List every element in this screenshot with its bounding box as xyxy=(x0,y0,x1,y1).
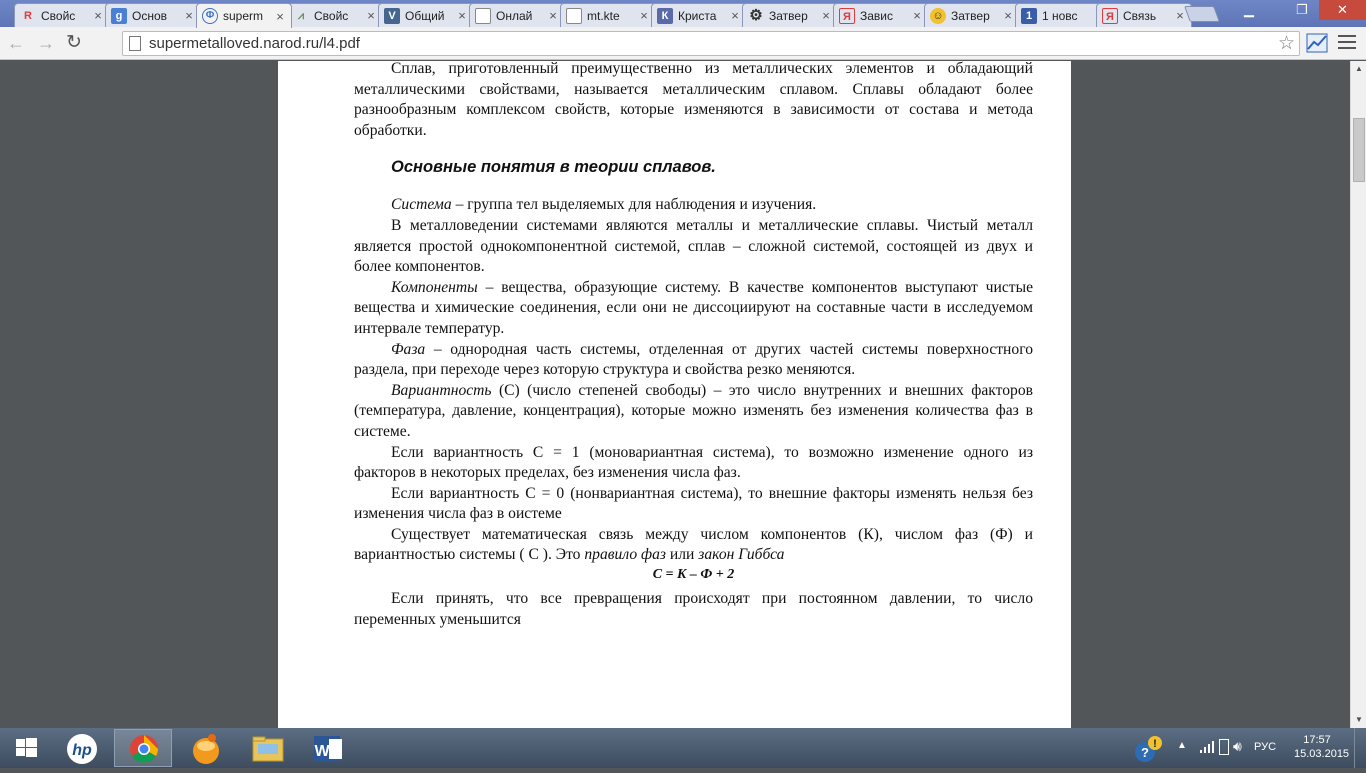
tab-5[interactable]: Онлай × xyxy=(469,3,565,27)
maximize-button[interactable]: ❐ xyxy=(1296,2,1308,17)
phase-definition-text: – однородная часть системы, отделенная от других частей системы поверхностного раздела, при переходе через которую структура и свойства резко меняются. xyxy=(354,340,1033,379)
pdf-viewer[interactable] xyxy=(0,61,1350,728)
variance-one-paragraph: Если вариантность С = 1 (моновариантная система), то возможно изменение одного из факторов в некоторых пределах, без изменения числа фаз. xyxy=(354,443,1033,482)
address-bar[interactable] xyxy=(122,31,1300,56)
url-text[interactable]: supermetalloved.narod.ru/l4.pdf xyxy=(149,35,360,52)
tab-10[interactable]: ☺ Затвер × xyxy=(924,3,1020,27)
menu-button[interactable] xyxy=(1338,35,1356,51)
signal-icon[interactable] xyxy=(1199,740,1215,754)
page-icon xyxy=(566,8,582,24)
tab-6[interactable]: mt.kte × xyxy=(560,3,656,27)
forward-button[interactable]: → xyxy=(37,33,55,53)
clock[interactable] xyxy=(1294,733,1350,761)
tab-11[interactable]: 1 1 новс xyxy=(1015,3,1111,27)
taskbar xyxy=(0,728,1366,768)
systems-paragraph: В металловедении системами являются металлы и металлические сплавы. Чистый металл является простой однокомпонентной системой, сплав – сложной системой, состоящей из двух и более компонентов. xyxy=(354,216,1033,276)
close-tab-icon[interactable]: × xyxy=(549,8,557,23)
tab-8[interactable]: ⚙ Затвер × xyxy=(742,3,838,27)
tab-3[interactable]: ⩘ Свойс × xyxy=(287,3,383,27)
svg-text:hp: hp xyxy=(72,742,92,759)
vk-icon: V xyxy=(384,8,400,24)
variance-definition-text: (С) (число степеней свободы) – это число внутренних и внешних факторов (температура, давление, концентрация), которые можно изменять без изменения количества фаз в системе. xyxy=(354,381,1033,440)
or-text: или xyxy=(665,546,699,564)
close-tab-icon[interactable]: × xyxy=(276,8,284,24)
chrome-logo-icon xyxy=(115,730,173,768)
intro-paragraph: Сплав, приготовленный преимущественно из металлических элементов и обладающий металлическими свойствами, называется металлическим сплавом. Сплавы обладают более разнообразным комплексом свойств, которые изменяются в зависимости от состава и метода обработки. xyxy=(354,61,1033,139)
reload-button[interactable]: ↻ xyxy=(66,32,82,53)
term-components: Компоненты xyxy=(391,278,478,296)
word-app[interactable] xyxy=(298,729,356,767)
clock-date: 15.03.2015 xyxy=(1294,748,1350,760)
page-icon xyxy=(475,8,491,24)
chart-icon: ⩘ xyxy=(297,9,305,22)
vertical-scrollbar[interactable] xyxy=(1350,61,1366,728)
gear-icon: ⚙ xyxy=(749,6,763,24)
relation-text: Существует математическая связь между числом компонентов (К), числом фаз (Ф) и вариантностью системы ( С ). Это xyxy=(354,525,1033,564)
show-desktop-button[interactable] xyxy=(1354,728,1366,768)
svg-text:!: ! xyxy=(1153,738,1157,750)
extension-icon[interactable] xyxy=(1306,33,1328,53)
folder-icon xyxy=(239,730,297,768)
orb-icon xyxy=(177,730,235,768)
term-phase-rule: правило фаз xyxy=(584,546,666,564)
tab-strip xyxy=(0,0,1366,27)
term-gibbs-law: закон Гиббса xyxy=(698,546,785,564)
tab-2[interactable]: Ф superm × xyxy=(196,3,292,28)
close-tab-icon[interactable]: × xyxy=(640,8,648,23)
variance-definition xyxy=(354,381,1033,443)
explorer-app[interactable] xyxy=(238,729,296,767)
numbered-icon: 1 xyxy=(1021,8,1037,24)
help-warning-icon[interactable] xyxy=(1133,734,1163,764)
scrollbar-thumb[interactable] xyxy=(1353,118,1365,182)
page-text xyxy=(354,61,1033,630)
tab-9[interactable]: Я Завис × xyxy=(833,3,929,27)
close-tab-icon[interactable]: × xyxy=(1004,8,1012,23)
variance-zero-paragraph: Если вариантность С = 0 (нонвариантная система), то внешние факторы изменять нельзя без изменения числа фаз в оистеме xyxy=(354,484,1033,523)
final-paragraph: Если принять, что все превращения происходят при постоянном давлении, то число переменных уменьшится xyxy=(354,590,1033,628)
bookmark-star-icon[interactable]: ☆ xyxy=(1277,33,1295,54)
close-tab-icon[interactable]: × xyxy=(458,8,466,23)
components-definition-text: – вещества, образующие систему. В качестве компонентов выступают чистые вещества и химические соединения, если они не диссоциируют на составные части в исследуемом интервале температур. xyxy=(354,278,1033,337)
term-system: Система xyxy=(391,196,452,214)
pdf-page xyxy=(278,61,1071,728)
language-indicator[interactable]: РУС xyxy=(1254,741,1277,753)
battery-icon[interactable] xyxy=(1219,739,1229,755)
tab-4[interactable]: V Общий × xyxy=(378,3,474,27)
page-info-icon[interactable] xyxy=(129,36,141,51)
word-logo-icon xyxy=(299,730,357,768)
system-definition xyxy=(354,195,1033,216)
minimize-button[interactable]: ▁ xyxy=(1244,2,1254,17)
hp-logo-icon xyxy=(55,730,113,768)
volume-icon[interactable]: 🔊︎ xyxy=(1233,738,1242,754)
tab-0[interactable]: R Свойс × xyxy=(14,3,110,27)
phase-definition xyxy=(354,340,1033,381)
google-g-icon: g xyxy=(111,8,127,24)
windows-logo-icon xyxy=(0,728,52,768)
tray-expand-icon[interactable]: ▲ xyxy=(1177,740,1187,751)
tab-12[interactable]: Я Связь × xyxy=(1096,3,1192,27)
chrome-app[interactable] xyxy=(114,729,172,767)
new-tab-button[interactable] xyxy=(1184,6,1220,22)
svg-text:W: W xyxy=(314,743,330,760)
close-tab-icon[interactable]: × xyxy=(94,8,102,23)
term-phase: Фаза xyxy=(391,340,426,358)
yandex-r-icon: R xyxy=(24,9,32,22)
scroll-down-arrow-icon[interactable]: ▼ xyxy=(1355,715,1363,724)
orb-app[interactable] xyxy=(176,729,234,767)
close-tab-icon[interactable]: × xyxy=(822,8,830,23)
tab-7[interactable]: К Криста × xyxy=(651,3,747,27)
start-button[interactable] xyxy=(0,728,52,768)
back-button[interactable]: ← xyxy=(7,33,25,53)
close-tab-icon[interactable]: × xyxy=(731,8,739,23)
components-definition xyxy=(354,278,1033,340)
svg-text:?: ? xyxy=(1141,745,1149,760)
supermetal-icon: Ф xyxy=(202,8,218,24)
term-variance: Вариантность xyxy=(391,381,492,399)
close-tab-icon[interactable]: × xyxy=(1176,8,1184,23)
hp-app[interactable] xyxy=(54,729,112,767)
scroll-up-arrow-icon[interactable]: ▲ xyxy=(1355,64,1363,73)
close-tab-icon[interactable]: × xyxy=(913,8,921,23)
yandex-icon: Я xyxy=(1102,8,1118,24)
relation-paragraph xyxy=(354,525,1033,566)
clock-time: 17:57 xyxy=(1303,734,1331,746)
yandex-icon: Я xyxy=(839,8,855,24)
gibbs-formula: C = K – Ф + 2 xyxy=(652,567,735,583)
browser-toolbar xyxy=(0,27,1366,60)
system-definition-text: – группа тел выделяемых для наблюдения и изучения. xyxy=(451,196,817,214)
section-heading: Основные понятия в теории сплавов. xyxy=(391,158,716,177)
smiley-icon: ☺ xyxy=(930,8,946,24)
close-tab-icon[interactable]: × xyxy=(185,8,193,23)
close-tab-icon[interactable]: × xyxy=(367,8,375,23)
crystal-icon: К xyxy=(657,8,673,24)
close-window-button[interactable]: ✕ xyxy=(1319,0,1366,20)
tab-1[interactable]: g Основ × xyxy=(105,3,201,27)
